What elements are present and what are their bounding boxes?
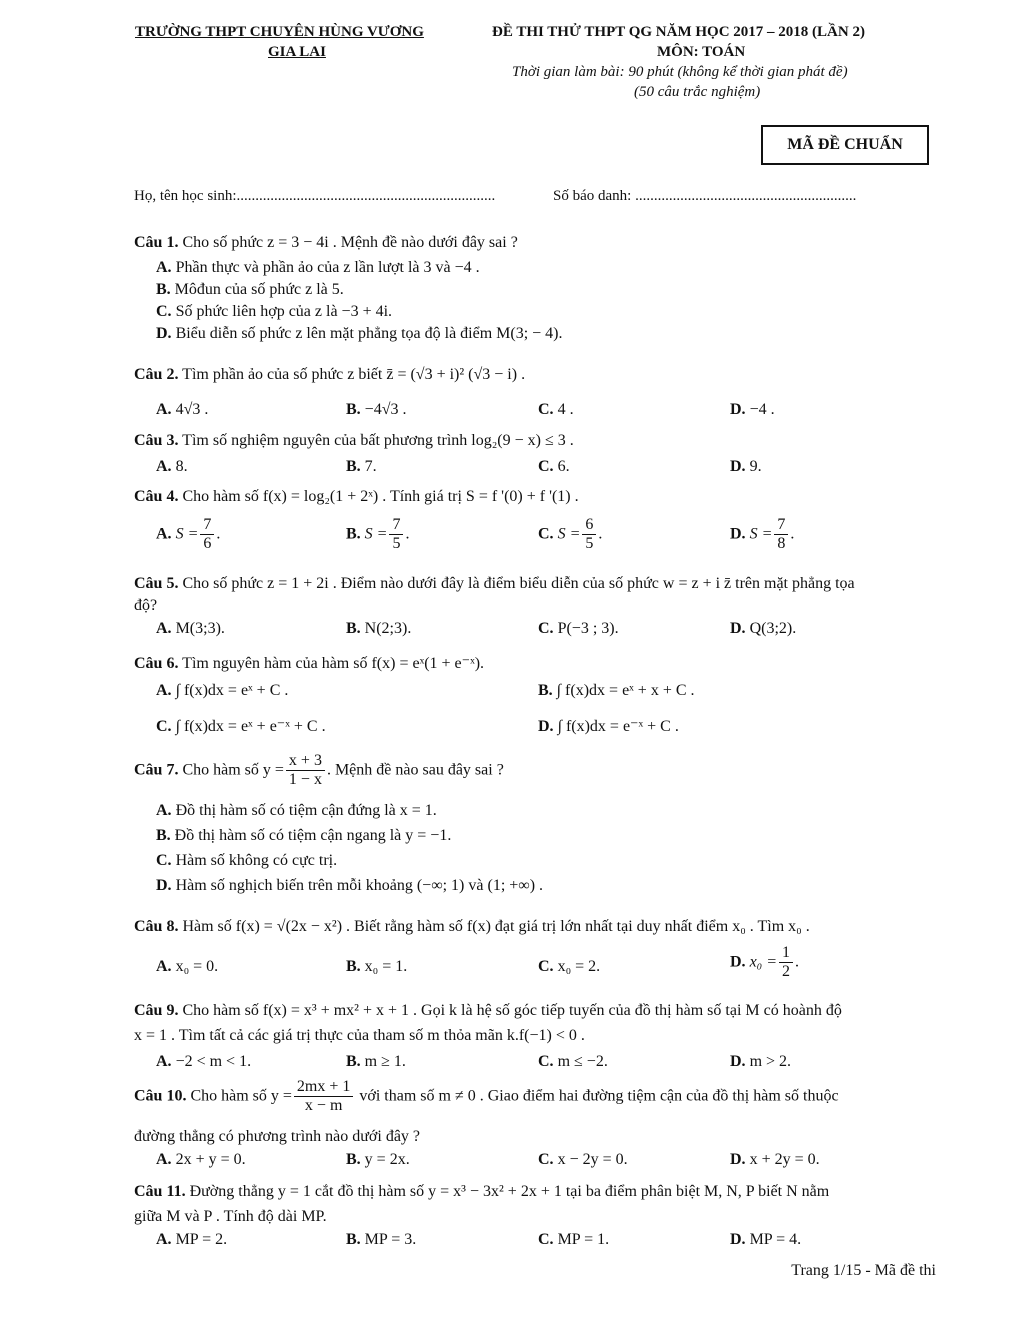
question-7: Câu 7. Cho hàm số y = $\frac{x + 3}{1 - x}$ . Mệnh đề nào sau đây sai ? <box>134 752 504 789</box>
question-8: Câu 8. Hàm số f(x) = √(2x − x²) . Biết rằng hàm số f(x) đạt giá trị lớn nhất tại duy nhất điểm x₀ . Tìm x₀ . <box>134 918 810 935</box>
q11-option-d: D. MP = 4. <box>730 1231 802 1248</box>
question-11: Câu 11. Đường thẳng y = 1 cắt đồ thị hàm số y = x³ − 3x² + 2x + 1 tại ba điểm phân biệt M, N, P biết N nằm <box>134 1183 830 1200</box>
q7-option-d: D. Hàm số nghịch biến trên mỗi khoảng (−∞; 1) và (1; +∞) . <box>156 877 544 894</box>
question-9: Câu 9. Cho hàm số f(x) = x³ + mx² + x + 1 . Gọi k là hệ số góc tiếp tuyến của đồ thị hàm số tại M có hoành độ <box>134 1002 842 1019</box>
question-4: Câu 4. Cho hàm số f(x) = log₂(1 + 2ˣ) . Tính giá trị S = f '(0) + f '(1) . <box>134 488 579 505</box>
q11-option-b: B. MP = 3. <box>346 1231 417 1248</box>
question-5: Câu 5. Cho số phức z = 1 + 2i . Điểm nào dưới đây là điểm biểu diễn của số phức w = z + i z̄ trên mặt phẳng tọa <box>134 575 855 592</box>
question-9-cont: x = 1 . Tìm tất cả các giá trị thực của tham số m thỏa mãn k.f(−1) < 0 . <box>134 1027 585 1044</box>
student-id-field: Số báo danh: ........................................................... <box>553 188 857 204</box>
question-10: Câu 10. Cho hàm số y = $\frac{2mx + 1}{x - m}$ với tham số m ≠ 0 . Giao điểm hai đường tiệm cận của đồ thị hàm số thuộc <box>134 1078 839 1115</box>
q7-option-c: C. Hàm số không có cực trị. <box>156 852 338 869</box>
q2-option-c: C. 4 . <box>538 401 574 418</box>
q2-option-a: A. 4√3 . <box>156 401 209 418</box>
school-name: TRƯỜNG THPT CHUYÊN HÙNG VƯƠNG <box>135 24 424 40</box>
q4-option-c: C. S = $\frac{6}{5}$ . <box>538 516 603 553</box>
q8-option-b: B. x₀ = 1. <box>346 958 408 975</box>
q4-option-d: D. S = $\frac{7}{8}$ . <box>730 516 795 553</box>
question-5-cont: độ? <box>134 597 158 614</box>
exam-subject: MÔN: TOÁN <box>657 44 746 60</box>
exam-code-box <box>761 125 929 165</box>
question-3: Câu 3. Tìm số nghiệm nguyên của bất phương trình log₂(9 − x) ≤ 3 . <box>134 432 574 449</box>
q2-option-d: D. −4 . <box>730 401 775 418</box>
q5-option-a: A. M(3;3). <box>156 620 225 637</box>
q9-option-b: B. m ≥ 1. <box>346 1053 406 1070</box>
q9-option-a: A. −2 < m < 1. <box>156 1053 252 1070</box>
q8-option-a: A. x₀ = 0. <box>156 958 219 975</box>
q7-option-a: A. Đồ thị hàm số có tiệm cận đứng là x = 1. <box>156 802 437 819</box>
q5-option-b: B. N(2;3). <box>346 620 412 637</box>
q6-option-a: A. ∫ f(x)dx = eˣ + C . <box>156 682 289 699</box>
q4-option-b: B. S = $\frac{7}{5}$ . <box>346 516 410 553</box>
q11-option-a: A. MP = 2. <box>156 1231 228 1248</box>
q10-option-a: A. 2x + y = 0. <box>156 1151 246 1168</box>
q10-option-d: D. x + 2y = 0. <box>730 1151 820 1168</box>
school-location: GIA LAI <box>268 44 326 60</box>
q3-option-c: C. 6. <box>538 458 570 475</box>
q10-option-b: B. y = 2x. <box>346 1151 410 1168</box>
q6-option-b: B. ∫ f(x)dx = eˣ + x + C . <box>538 682 695 699</box>
q11-option-c: C. MP = 1. <box>538 1231 610 1248</box>
question-label: Câu 1. <box>134 234 179 251</box>
q2-option-b: B. −4√3 . <box>346 401 407 418</box>
q8-option-d: D. x₀ = $\frac{1}{2}$ . <box>730 944 800 981</box>
q6-option-c: C. ∫ f(x)dx = eˣ + e⁻ˣ + C . <box>156 718 326 735</box>
question-1 <box>134 234 518 252</box>
question-2: Câu 2. Tìm phần ảo của số phức z biết z̄ = (√3 + i)² (√3 − i) . <box>134 366 526 383</box>
q5-option-d: D. Q(3;2). <box>730 620 797 637</box>
q3-option-b: B. 7. <box>346 458 377 475</box>
q1-option-d: D. Biểu diễn số phức z lên mặt phẳng tọa độ là điểm M(3; − 4). <box>156 325 563 342</box>
q9-option-c: C. m ≤ −2. <box>538 1053 608 1070</box>
q10-option-c: C. x − 2y = 0. <box>538 1151 628 1168</box>
exam-code: MÃ ĐỀ CHUẨN <box>787 136 903 153</box>
exam-title: ĐỀ THI THỬ THPT QG NĂM HỌC 2017 – 2018 (LẦN 2) <box>492 24 865 40</box>
question-stem: Cho số phức z = 3 − 4i . Mệnh đề nào dưới đây sai ? <box>182 234 518 251</box>
question-count: (50 câu trắc nghiệm) <box>634 84 761 100</box>
page-footer: Trang 1/15 - Mã đề thi <box>791 1262 936 1279</box>
student-name-field: Họ, tên học sinh:..................................................................... <box>134 188 496 204</box>
q7-option-b: B. Đồ thị hàm số có tiệm cận ngang là y = −1. <box>156 827 452 844</box>
q6-option-d: D. ∫ f(x)dx = e⁻ˣ + C . <box>538 718 679 735</box>
question-10-cont: đường thẳng có phương trình nào dưới đây ? <box>134 1128 421 1145</box>
q4-option-a: A. S = $\frac{7}{6}$ . <box>156 516 221 553</box>
q1-option-c: C. Số phức liên hợp của z là −3 + 4i. <box>156 303 393 320</box>
exam-duration: Thời gian làm bài: 90 phút (không kể thời gian phát đề) <box>512 64 848 80</box>
q3-option-d: D. 9. <box>730 458 762 475</box>
q8-option-c: C. x₀ = 2. <box>538 958 601 975</box>
q5-option-c: C. P(−3 ; 3). <box>538 620 619 637</box>
question-11-cont: giữa M và P . Tính độ dài MP. <box>134 1208 327 1225</box>
q3-option-a: A. 8. <box>156 458 188 475</box>
q1-option-a: A. Phần thực và phần ảo của z lần lượt là 3 và −4 . <box>156 259 480 276</box>
q9-option-d: D. m > 2. <box>730 1053 792 1070</box>
q1-option-b: B. Môđun của số phức z là 5. <box>156 281 344 298</box>
question-6: Câu 6. Tìm nguyên hàm của hàm số f(x) = eˣ(1 + e⁻ˣ). <box>134 655 485 672</box>
